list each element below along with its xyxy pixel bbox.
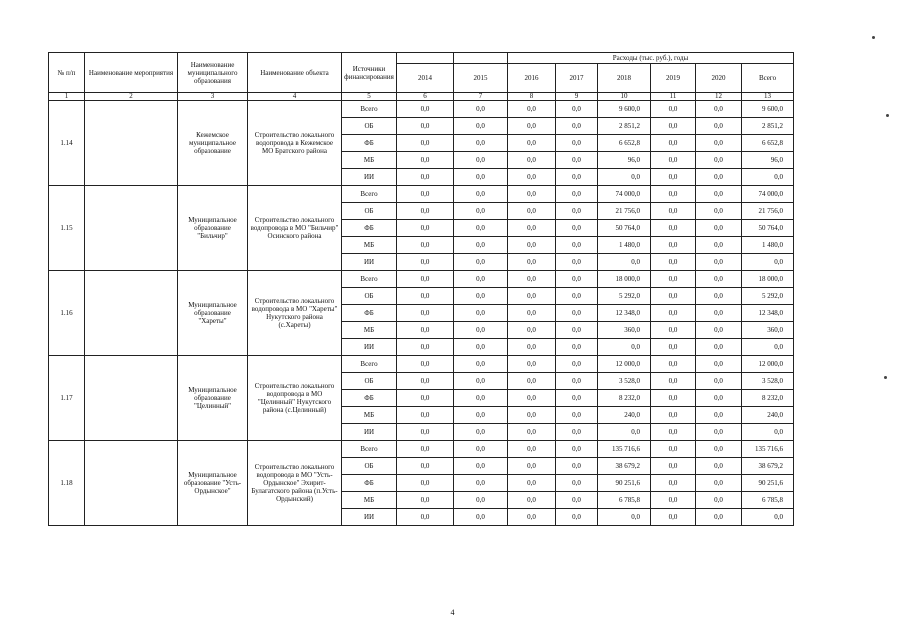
value-cell: 6 652,8 [598, 135, 651, 152]
value-cell: 0,0 [696, 424, 742, 441]
value-cell: 0,0 [696, 220, 742, 237]
value-cell: 0,0 [397, 237, 454, 254]
header-blank-2015 [454, 53, 508, 64]
value-cell: 0,0 [556, 492, 598, 509]
value-cell: 0,0 [651, 356, 696, 373]
value-cell: 0,0 [454, 492, 508, 509]
value-cell: 0,0 [696, 458, 742, 475]
value-cell: 0,0 [696, 101, 742, 118]
value-cell: 0,0 [556, 441, 598, 458]
value-cell: 0,0 [454, 305, 508, 322]
value-cell: 0,0 [651, 322, 696, 339]
value-cell: 0,0 [598, 169, 651, 186]
value-cell: 0,0 [454, 441, 508, 458]
value-cell: 0,0 [454, 203, 508, 220]
value-cell: 0,0 [651, 509, 696, 526]
value-cell: 135 716,6 [742, 441, 794, 458]
source-cell: ОБ [342, 288, 397, 305]
value-cell: 21 756,0 [598, 203, 651, 220]
source-cell: МБ [342, 237, 397, 254]
value-cell: 18 000,0 [742, 271, 794, 288]
header-measure: Наименование мероприятия [85, 53, 178, 93]
municipality-cell: Муниципальное образование "Бильчир" [178, 186, 248, 271]
header-year: Всего [742, 64, 794, 93]
header-year: 2016 [508, 64, 556, 93]
value-cell: 0,0 [397, 288, 454, 305]
column-number: 9 [556, 93, 598, 101]
value-cell: 0,0 [651, 475, 696, 492]
column-number: 6 [397, 93, 454, 101]
source-cell: ИИ [342, 169, 397, 186]
value-cell: 0,0 [508, 118, 556, 135]
scan-dot [886, 114, 889, 117]
value-cell: 0,0 [598, 339, 651, 356]
value-cell: 0,0 [556, 390, 598, 407]
value-cell: 0,0 [508, 475, 556, 492]
value-cell: 0,0 [556, 220, 598, 237]
value-cell: 0,0 [556, 135, 598, 152]
header-num: № п/п [49, 53, 85, 93]
value-cell: 74 000,0 [742, 186, 794, 203]
column-number: 12 [696, 93, 742, 101]
value-cell: 0,0 [508, 288, 556, 305]
value-cell: 0,0 [397, 101, 454, 118]
value-cell: 0,0 [556, 271, 598, 288]
value-cell: 0,0 [454, 254, 508, 271]
header-expenses: Расходы (тыс. руб.), годы [508, 53, 794, 64]
value-cell: 0,0 [556, 169, 598, 186]
value-cell: 0,0 [651, 186, 696, 203]
value-cell: 0,0 [651, 254, 696, 271]
value-cell: 0,0 [508, 254, 556, 271]
value-cell: 0,0 [454, 101, 508, 118]
value-cell: 0,0 [651, 101, 696, 118]
value-cell: 0,0 [508, 373, 556, 390]
value-cell: 0,0 [651, 458, 696, 475]
column-number: 4 [248, 93, 342, 101]
value-cell: 12 348,0 [598, 305, 651, 322]
page-number: 4 [450, 608, 455, 617]
value-cell: 0,0 [454, 152, 508, 169]
header-year: 2014 [397, 64, 454, 93]
column-number: 7 [454, 93, 508, 101]
municipality-cell: Кежемское муниципальное образование [178, 101, 248, 186]
header-blank-2014 [397, 53, 454, 64]
value-cell: 0,0 [556, 101, 598, 118]
value-cell: 0,0 [508, 356, 556, 373]
value-cell: 0,0 [696, 118, 742, 135]
value-cell: 0,0 [508, 271, 556, 288]
row-id: 1.15 [49, 186, 85, 271]
source-cell: Всего [342, 271, 397, 288]
value-cell: 0,0 [651, 339, 696, 356]
value-cell: 96,0 [598, 152, 651, 169]
value-cell: 0,0 [454, 475, 508, 492]
value-cell: 0,0 [696, 186, 742, 203]
column-number: 10 [598, 93, 651, 101]
object-cell: Строительство локального водопровода в МО "Бильчир" Осинского района [248, 186, 342, 271]
value-cell: 0,0 [508, 390, 556, 407]
value-cell: 0,0 [556, 356, 598, 373]
value-cell: 0,0 [397, 186, 454, 203]
value-cell: 0,0 [651, 237, 696, 254]
value-cell: 0,0 [651, 271, 696, 288]
value-cell: 0,0 [651, 220, 696, 237]
source-cell: ОБ [342, 458, 397, 475]
value-cell: 0,0 [397, 509, 454, 526]
value-cell: 96,0 [742, 152, 794, 169]
value-cell: 0,0 [696, 339, 742, 356]
value-cell: 6 785,8 [742, 492, 794, 509]
value-cell: 0,0 [651, 492, 696, 509]
measure-cell [85, 356, 178, 441]
value-cell: 0,0 [508, 186, 556, 203]
object-cell: Строительство локального водопровода в МО "Усть-Ордынское" Эхирит-Булагатского района (п.Усть-Ордынский) [248, 441, 342, 526]
measure-cell [85, 186, 178, 271]
value-cell: 0,0 [556, 118, 598, 135]
value-cell: 0,0 [508, 322, 556, 339]
source-cell: МБ [342, 152, 397, 169]
source-cell: ОБ [342, 118, 397, 135]
value-cell: 0,0 [556, 186, 598, 203]
value-cell: 0,0 [556, 254, 598, 271]
column-number-row [49, 93, 794, 101]
value-cell: 0,0 [454, 118, 508, 135]
row-id: 1.18 [49, 441, 85, 526]
source-cell: ОБ [342, 203, 397, 220]
value-cell: 0,0 [598, 509, 651, 526]
value-cell: 0,0 [696, 407, 742, 424]
column-number: 3 [178, 93, 248, 101]
value-cell: 0,0 [454, 356, 508, 373]
value-cell: 0,0 [397, 339, 454, 356]
measure-cell [85, 271, 178, 356]
source-cell: Всего [342, 101, 397, 118]
value-cell: 0,0 [397, 390, 454, 407]
source-cell: ФБ [342, 220, 397, 237]
value-cell: 1 480,0 [742, 237, 794, 254]
source-cell: Всего [342, 441, 397, 458]
value-cell: 38 679,2 [598, 458, 651, 475]
header-year: 2017 [556, 64, 598, 93]
value-cell: 3 528,0 [598, 373, 651, 390]
value-cell: 90 251,6 [742, 475, 794, 492]
value-cell: 0,0 [397, 305, 454, 322]
measure-cell [85, 441, 178, 526]
value-cell: 0,0 [397, 152, 454, 169]
value-cell: 0,0 [454, 135, 508, 152]
value-cell: 0,0 [742, 339, 794, 356]
municipality-cell: Муниципальное образование "Хареты" [178, 271, 248, 356]
value-cell: 0,0 [696, 288, 742, 305]
source-cell: ФБ [342, 135, 397, 152]
value-cell: 0,0 [651, 288, 696, 305]
value-cell: 9 600,0 [598, 101, 651, 118]
value-cell: 0,0 [397, 407, 454, 424]
row-id: 1.14 [49, 101, 85, 186]
value-cell: 0,0 [651, 407, 696, 424]
value-cell: 0,0 [397, 424, 454, 441]
value-cell: 0,0 [397, 203, 454, 220]
value-cell: 0,0 [397, 441, 454, 458]
value-cell: 0,0 [696, 492, 742, 509]
value-cell: 0,0 [508, 237, 556, 254]
value-cell: 0,0 [696, 441, 742, 458]
value-cell: 0,0 [651, 152, 696, 169]
value-cell: 0,0 [508, 492, 556, 509]
value-cell: 90 251,6 [598, 475, 651, 492]
column-number: 11 [651, 93, 696, 101]
value-cell: 0,0 [651, 203, 696, 220]
value-cell: 0,0 [696, 356, 742, 373]
value-cell: 0,0 [556, 203, 598, 220]
value-cell: 0,0 [454, 220, 508, 237]
value-cell: 0,0 [651, 390, 696, 407]
value-cell: 0,0 [454, 322, 508, 339]
header-source: Источники финансирования [342, 53, 397, 93]
value-cell: 0,0 [454, 373, 508, 390]
value-cell: 0,0 [556, 458, 598, 475]
value-cell: 38 679,2 [742, 458, 794, 475]
value-cell: 0,0 [651, 373, 696, 390]
value-cell: 0,0 [696, 322, 742, 339]
header-year: 2015 [454, 64, 508, 93]
value-cell: 0,0 [508, 441, 556, 458]
value-cell: 0,0 [556, 509, 598, 526]
value-cell: 50 764,0 [742, 220, 794, 237]
value-cell: 0,0 [742, 254, 794, 271]
column-number: 5 [342, 93, 397, 101]
value-cell: 9 600,0 [742, 101, 794, 118]
value-cell: 21 756,0 [742, 203, 794, 220]
value-cell: 0,0 [454, 390, 508, 407]
value-cell: 0,0 [454, 186, 508, 203]
table-row [49, 441, 794, 458]
value-cell: 18 000,0 [598, 271, 651, 288]
value-cell: 0,0 [508, 305, 556, 322]
source-cell: МБ [342, 407, 397, 424]
value-cell: 0,0 [696, 254, 742, 271]
value-cell: 0,0 [454, 237, 508, 254]
value-cell: 0,0 [508, 339, 556, 356]
scan-dot [872, 36, 875, 39]
row-id: 1.17 [49, 356, 85, 441]
value-cell: 0,0 [742, 169, 794, 186]
value-cell: 0,0 [556, 152, 598, 169]
object-cell: Строительство локального водопровода в МО "Целинный" Нукутского района (с.Целинный) [248, 356, 342, 441]
source-cell: МБ [342, 492, 397, 509]
value-cell: 0,0 [651, 169, 696, 186]
value-cell: 0,0 [454, 339, 508, 356]
value-cell: 0,0 [696, 373, 742, 390]
value-cell: 0,0 [508, 135, 556, 152]
source-cell: ФБ [342, 305, 397, 322]
value-cell: 0,0 [651, 305, 696, 322]
source-cell: МБ [342, 322, 397, 339]
value-cell: 0,0 [556, 407, 598, 424]
value-cell: 240,0 [598, 407, 651, 424]
value-cell: 0,0 [696, 305, 742, 322]
value-cell: 0,0 [556, 424, 598, 441]
column-number: 13 [742, 93, 794, 101]
header-municipality: Наименование муниципального образования [178, 53, 248, 93]
value-cell: 6 652,8 [742, 135, 794, 152]
object-cell: Строительство локального водопровода в МО "Хареты" Нукутского района (с.Хареты) [248, 271, 342, 356]
value-cell: 0,0 [696, 237, 742, 254]
value-cell: 0,0 [397, 169, 454, 186]
value-cell: 0,0 [556, 237, 598, 254]
value-cell: 0,0 [556, 305, 598, 322]
header-year: 2018 [598, 64, 651, 93]
value-cell: 0,0 [556, 322, 598, 339]
value-cell: 0,0 [556, 475, 598, 492]
value-cell: 0,0 [397, 356, 454, 373]
value-cell: 0,0 [508, 424, 556, 441]
value-cell: 0,0 [397, 475, 454, 492]
value-cell: 0,0 [397, 118, 454, 135]
value-cell: 0,0 [397, 220, 454, 237]
value-cell: 50 764,0 [598, 220, 651, 237]
source-cell: Всего [342, 356, 397, 373]
table-row [49, 271, 794, 288]
value-cell: 0,0 [508, 169, 556, 186]
value-cell: 0,0 [397, 322, 454, 339]
value-cell: 0,0 [742, 509, 794, 526]
column-number: 2 [85, 93, 178, 101]
scan-dot [884, 376, 887, 379]
value-cell: 12 000,0 [598, 356, 651, 373]
source-cell: ИИ [342, 339, 397, 356]
table-body [49, 101, 794, 526]
value-cell: 0,0 [508, 220, 556, 237]
value-cell: 2 851,2 [598, 118, 651, 135]
object-cell: Строительство локального водопровода в Кежемское МО Братского района [248, 101, 342, 186]
value-cell: 0,0 [454, 509, 508, 526]
value-cell: 0,0 [454, 169, 508, 186]
value-cell: 0,0 [556, 339, 598, 356]
source-cell: ФБ [342, 390, 397, 407]
value-cell: 0,0 [556, 373, 598, 390]
value-cell: 6 785,8 [598, 492, 651, 509]
value-cell: 74 000,0 [598, 186, 651, 203]
value-cell: 8 232,0 [598, 390, 651, 407]
value-cell: 0,0 [742, 424, 794, 441]
table-row [49, 101, 794, 118]
value-cell: 0,0 [454, 458, 508, 475]
header-year: 2020 [696, 64, 742, 93]
value-cell: 0,0 [651, 135, 696, 152]
source-cell: ФБ [342, 475, 397, 492]
value-cell: 0,0 [598, 424, 651, 441]
value-cell: 0,0 [454, 271, 508, 288]
value-cell: 12 000,0 [742, 356, 794, 373]
table-row [49, 356, 794, 373]
value-cell: 0,0 [696, 169, 742, 186]
header-object: Наименование объекта [248, 53, 342, 93]
municipality-cell: Муниципальное образование "Целинный" [178, 356, 248, 441]
value-cell: 0,0 [696, 390, 742, 407]
value-cell: 0,0 [454, 424, 508, 441]
value-cell: 0,0 [397, 373, 454, 390]
measure-cell [85, 101, 178, 186]
value-cell: 2 851,2 [742, 118, 794, 135]
value-cell: 0,0 [696, 475, 742, 492]
value-cell: 12 348,0 [742, 305, 794, 322]
source-cell: ИИ [342, 254, 397, 271]
value-cell: 0,0 [508, 509, 556, 526]
value-cell: 0,0 [556, 288, 598, 305]
value-cell: 0,0 [508, 458, 556, 475]
value-cell: 0,0 [397, 135, 454, 152]
value-cell: 0,0 [454, 288, 508, 305]
value-cell: 0,0 [696, 152, 742, 169]
value-cell: 0,0 [397, 271, 454, 288]
value-cell: 0,0 [696, 509, 742, 526]
expenses-table [48, 52, 794, 526]
value-cell: 5 292,0 [598, 288, 651, 305]
value-cell: 0,0 [598, 254, 651, 271]
value-cell: 0,0 [397, 492, 454, 509]
value-cell: 135 716,6 [598, 441, 651, 458]
value-cell: 0,0 [508, 152, 556, 169]
source-cell: Всего [342, 186, 397, 203]
source-cell: ОБ [342, 373, 397, 390]
value-cell: 0,0 [508, 101, 556, 118]
table-row [49, 186, 794, 203]
column-number: 8 [508, 93, 556, 101]
header-row-top [49, 53, 794, 64]
value-cell: 3 528,0 [742, 373, 794, 390]
value-cell: 0,0 [651, 424, 696, 441]
value-cell: 0,0 [454, 407, 508, 424]
value-cell: 1 480,0 [598, 237, 651, 254]
header-year: 2019 [651, 64, 696, 93]
value-cell: 0,0 [651, 118, 696, 135]
value-cell: 0,0 [696, 271, 742, 288]
value-cell: 360,0 [742, 322, 794, 339]
value-cell: 0,0 [397, 458, 454, 475]
value-cell: 8 232,0 [742, 390, 794, 407]
source-cell: ИИ [342, 424, 397, 441]
row-id: 1.16 [49, 271, 85, 356]
source-cell: ИИ [342, 509, 397, 526]
value-cell: 0,0 [696, 203, 742, 220]
value-cell: 0,0 [696, 135, 742, 152]
value-cell: 0,0 [397, 254, 454, 271]
column-number: 1 [49, 93, 85, 101]
value-cell: 5 292,0 [742, 288, 794, 305]
value-cell: 0,0 [508, 203, 556, 220]
value-cell: 360,0 [598, 322, 651, 339]
value-cell: 0,0 [651, 441, 696, 458]
value-cell: 0,0 [508, 407, 556, 424]
value-cell: 240,0 [742, 407, 794, 424]
municipality-cell: Муниципальное образование "Усть-Ордынское" [178, 441, 248, 526]
